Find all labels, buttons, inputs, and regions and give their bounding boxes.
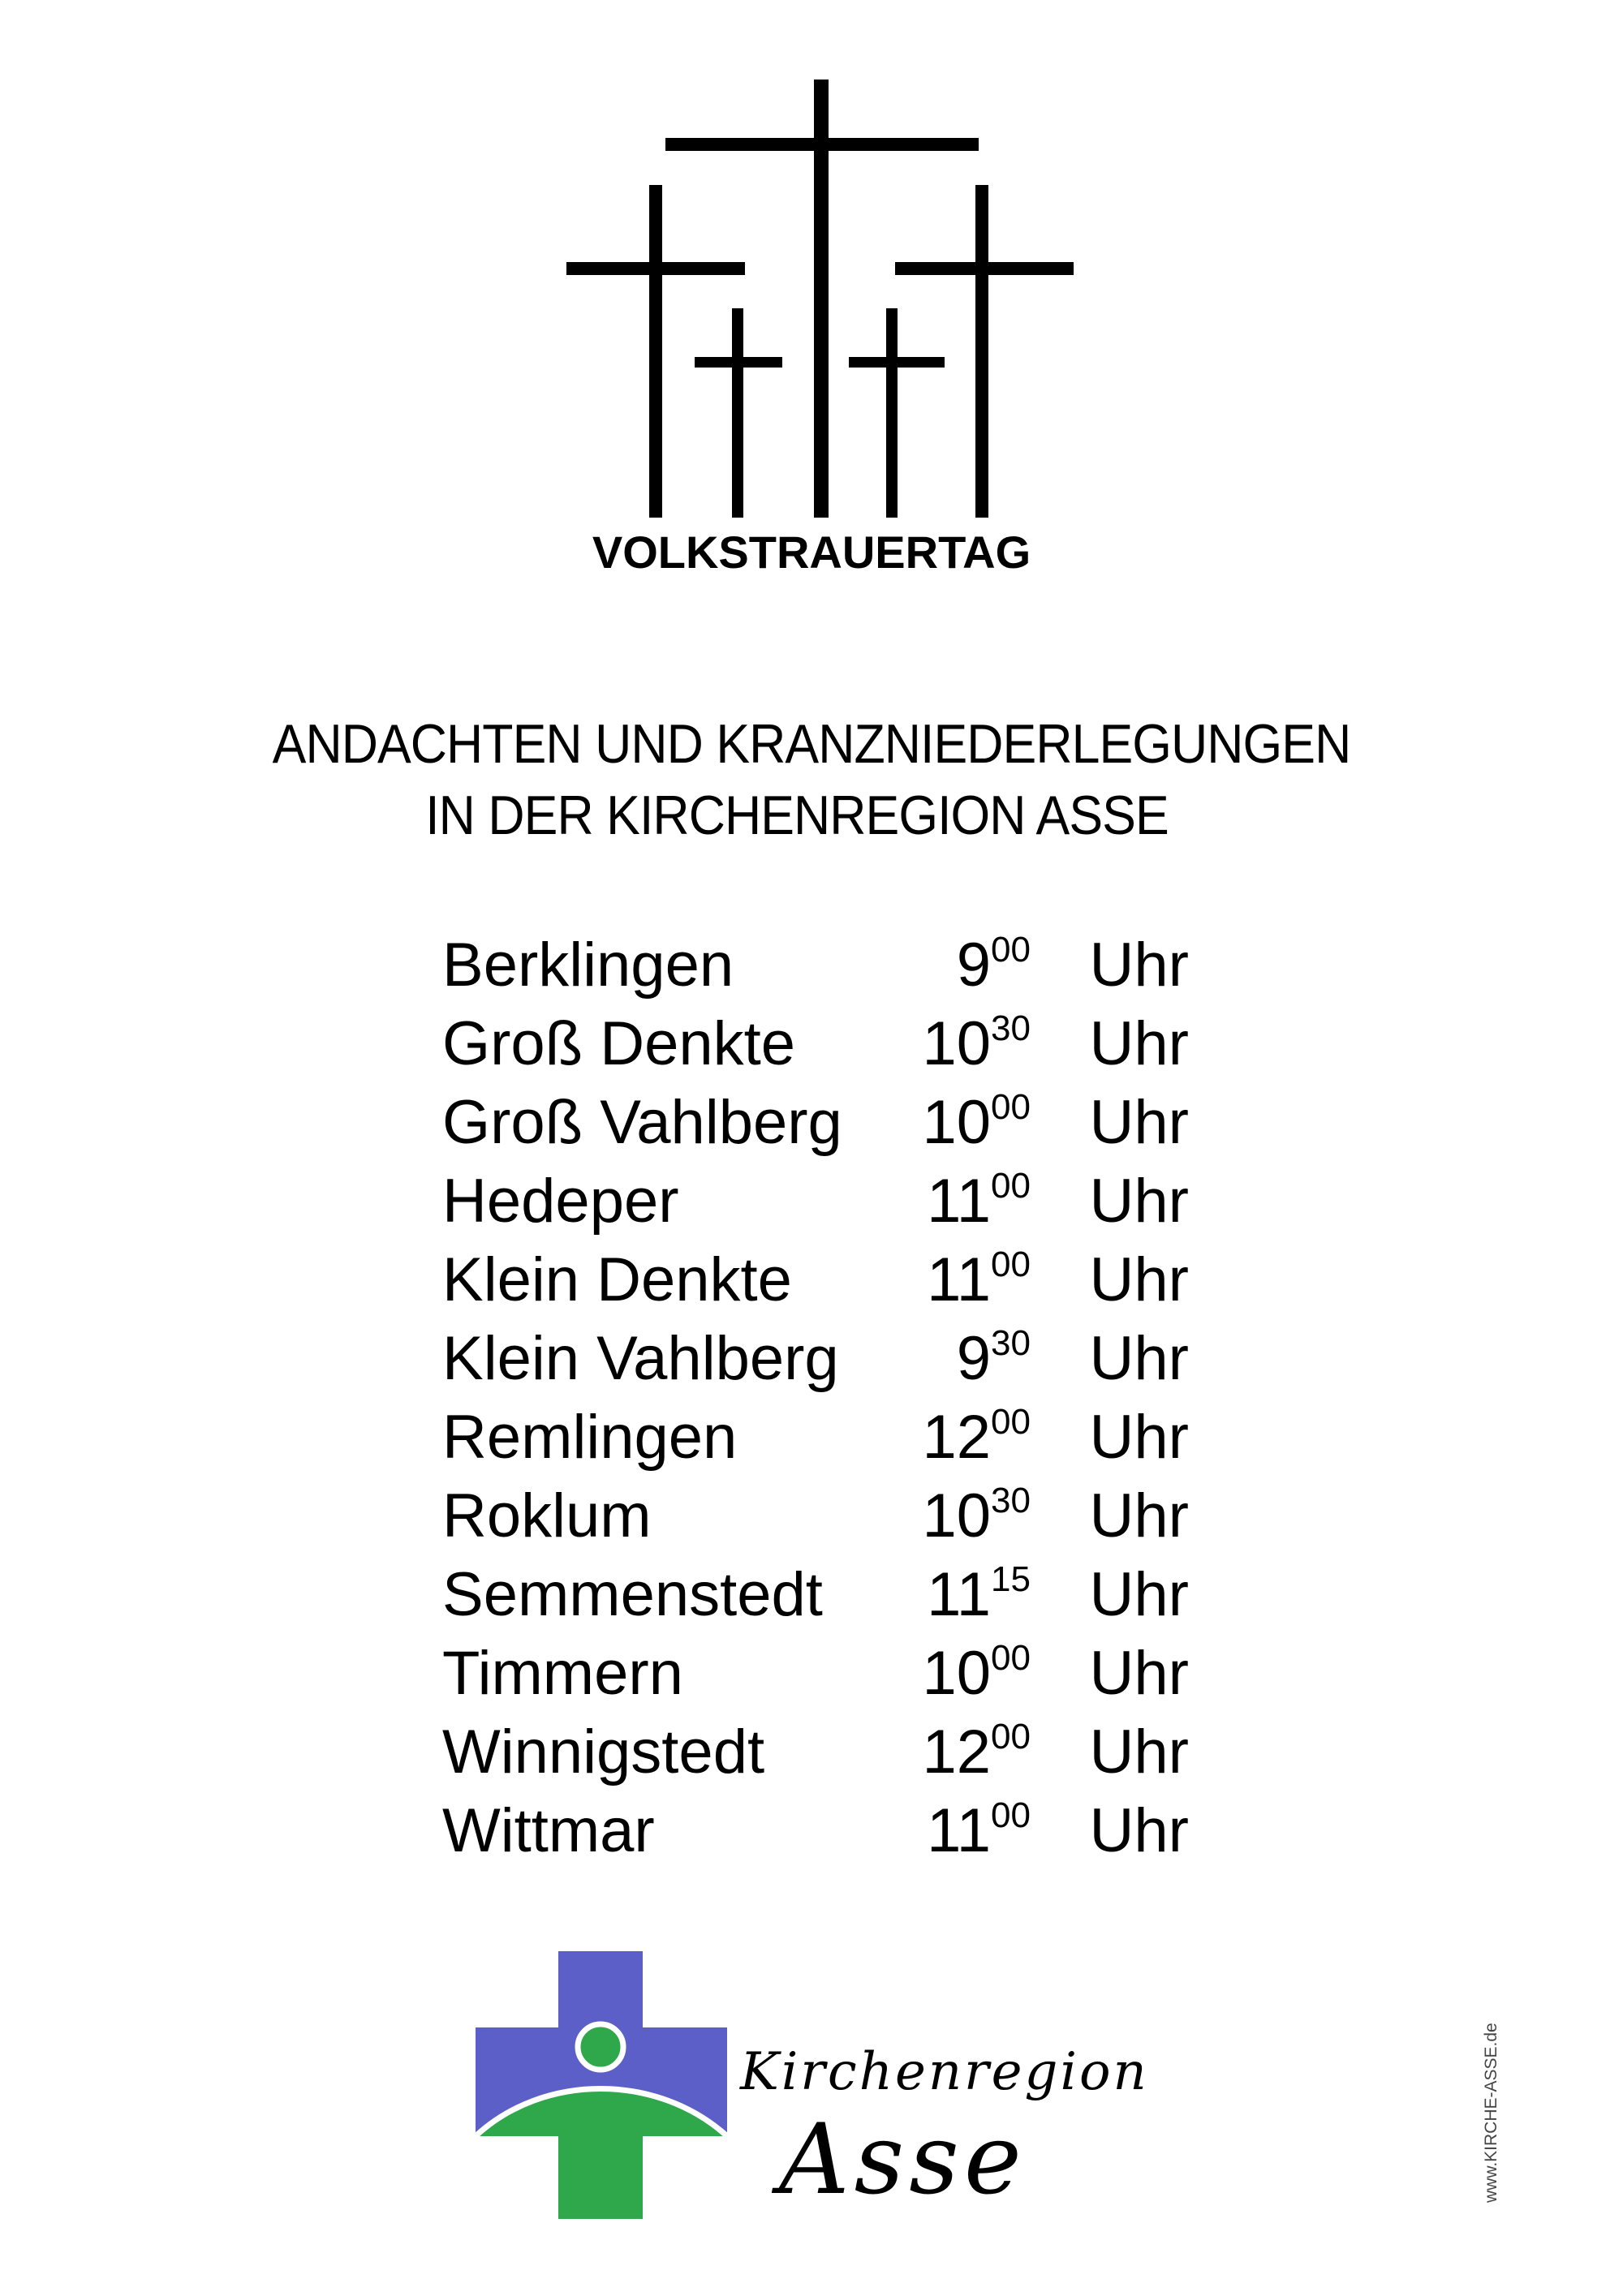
time-minute: 00 [991, 1402, 1031, 1442]
schedule-row [442, 1713, 1189, 1791]
time-unit: Uhr [1089, 1167, 1189, 1236]
service-time [923, 1713, 1031, 1800]
place-name: Groß Vahlberg [442, 1088, 842, 1157]
time-hour: 10 [922, 1088, 992, 1157]
time-minute: 00 [991, 1166, 1031, 1206]
time-minute: 30 [991, 1323, 1031, 1363]
subtitle-line-1: ANDACHTEN UND KRANZNIEDERLEGUNGEN [272, 713, 1351, 775]
time-minute: 00 [991, 1087, 1031, 1127]
place-name: Wittmar [442, 1796, 655, 1865]
logo-text-line1: Kirchenregion [740, 2042, 1149, 2102]
time-minute: 00 [991, 1717, 1031, 1756]
time-unit: Uhr [1089, 1718, 1189, 1786]
logo-text-line2: Asse [779, 2104, 1027, 2216]
page-title: VOLKSTRAUERTAG [592, 527, 1031, 578]
time-unit: Uhr [1089, 1796, 1189, 1865]
schedule-row [442, 1477, 1189, 1555]
place-name: Berklingen [442, 931, 734, 1000]
schedule-row [442, 1791, 1189, 1870]
service-time [927, 1240, 1031, 1328]
service-time [927, 1555, 1031, 1643]
schedule-row [442, 1319, 1189, 1398]
schedule-row [442, 1634, 1189, 1713]
time-unit: Uhr [1089, 1560, 1189, 1629]
place-name: Groß Denkte [442, 1009, 796, 1078]
time-hour: 12 [922, 1403, 992, 1472]
five-crosses-icon [0, 0, 1623, 519]
place-name: Hedeper [442, 1167, 679, 1236]
time-hour: 10 [922, 1639, 992, 1708]
time-hour: 10 [922, 1481, 992, 1550]
schedule-row [442, 1004, 1189, 1083]
time-minute: 00 [991, 1638, 1031, 1678]
service-time [957, 926, 1031, 1013]
time-minute: 00 [991, 930, 1031, 970]
cross-figure-logo-icon [471, 1951, 1201, 2227]
time-hour: 11 [927, 1167, 992, 1236]
time-unit: Uhr [1089, 1324, 1189, 1393]
service-time [923, 1398, 1031, 1486]
place-name: Klein Vahlberg [442, 1324, 839, 1393]
time-hour: 10 [922, 1009, 992, 1078]
service-time [923, 1477, 1031, 1564]
time-minute: 30 [991, 1481, 1031, 1520]
place-name: Remlingen [442, 1403, 738, 1472]
time-unit: Uhr [1089, 1088, 1189, 1157]
service-time [927, 1791, 1031, 1879]
service-time [923, 1083, 1031, 1171]
place-name: Roklum [442, 1481, 652, 1550]
time-minute: 15 [991, 1559, 1031, 1599]
time-minute: 30 [991, 1008, 1031, 1048]
time-minute: 00 [991, 1795, 1031, 1835]
time-unit: Uhr [1089, 1639, 1189, 1708]
time-hour: 11 [927, 1796, 992, 1865]
time-unit: Uhr [1089, 1245, 1189, 1314]
schedule-row [442, 926, 1189, 1004]
schedule-row [442, 1398, 1189, 1477]
website-url: www.KIRCHE-ASSE.de [1482, 2023, 1500, 2203]
place-name: Timmern [442, 1639, 683, 1708]
schedule-row [442, 1555, 1189, 1634]
time-unit: Uhr [1089, 1009, 1189, 1078]
time-unit: Uhr [1089, 931, 1189, 1000]
service-time [957, 1319, 1031, 1407]
service-time [923, 1004, 1031, 1092]
schedule-row [442, 1162, 1189, 1240]
time-hour: 11 [927, 1245, 992, 1314]
service-time [927, 1162, 1031, 1249]
place-name: Winnigstedt [442, 1718, 765, 1786]
place-name: Klein Denkte [442, 1245, 792, 1314]
subtitle-line-2: IN DER KIRCHENREGION ASSE [425, 785, 1169, 846]
schedule-row [442, 1083, 1189, 1162]
time-hour: 9 [956, 931, 992, 1000]
time-hour: 12 [922, 1718, 992, 1786]
time-hour: 9 [956, 1324, 992, 1393]
time-unit: Uhr [1089, 1403, 1189, 1472]
time-minute: 00 [991, 1245, 1031, 1284]
time-unit: Uhr [1089, 1481, 1189, 1550]
service-schedule [442, 926, 1189, 1870]
time-hour: 11 [927, 1560, 992, 1629]
place-name: Semmenstedt [442, 1560, 823, 1629]
service-time [923, 1634, 1031, 1722]
schedule-row [442, 1240, 1189, 1319]
